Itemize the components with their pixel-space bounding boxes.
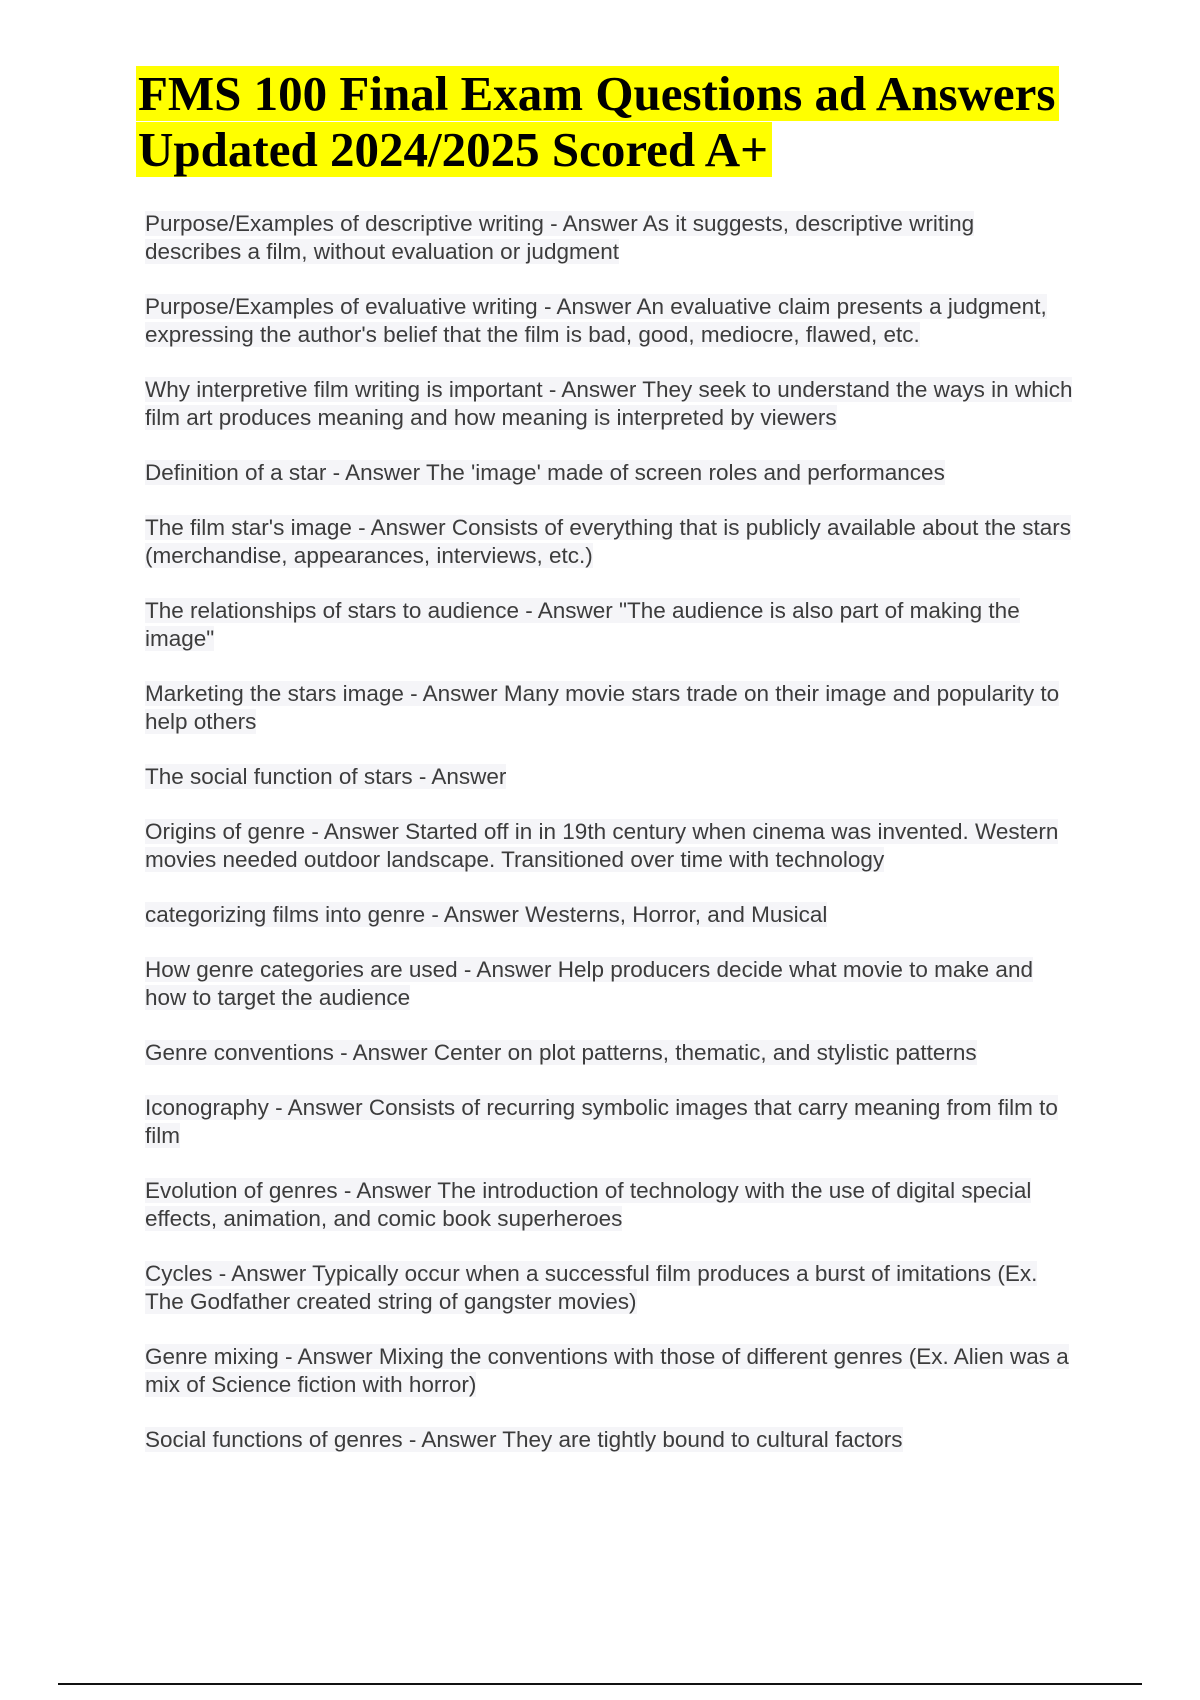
qa-text: The relationships of stars to audience - Answer "The audience is also part of making the image"	[145, 598, 1020, 651]
qa-item	[145, 514, 1075, 570]
qa-text: The film star's image - Answer Consists of everything that is publicly available about the stars (merchandise, appearances, interviews, etc.)	[145, 515, 1071, 568]
qa-item	[145, 763, 1075, 791]
qa-item	[145, 1260, 1075, 1316]
footer-divider	[58, 1683, 1142, 1685]
qa-text: Definition of a star - Answer The 'image' made of screen roles and performances	[145, 460, 945, 485]
qa-text: Purpose/Examples of evaluative writing - Answer An evaluative claim presents a judgment, expressing the author's belief that the film is bad, good, mediocre, flawed, etc.	[145, 294, 1047, 347]
qa-item	[145, 818, 1075, 874]
qa-item	[145, 597, 1075, 653]
qa-text: Genre conventions - Answer Center on plot patterns, thematic, and stylistic patterns	[145, 1040, 977, 1065]
qa-list	[145, 210, 1075, 1481]
qa-item	[145, 376, 1075, 432]
document-title	[136, 66, 1136, 178]
qa-item	[145, 1343, 1075, 1399]
qa-text: Purpose/Examples of descriptive writing - Answer As it suggests, descriptive writing describes a film, without evaluation or judgment	[145, 211, 975, 264]
qa-text: How genre categories are used - Answer Help producers decide what movie to make and how to target the audience	[145, 957, 1033, 1010]
qa-text: Origins of genre - Answer Started off in in 19th century when cinema was invented. Western movies needed outdoor landscape. Transitioned over time with technology	[145, 819, 1059, 872]
qa-item	[145, 680, 1075, 736]
qa-text: Genre mixing - Answer Mixing the conventions with those of different genres (Ex. Alien was a mix of Science fiction with horror)	[145, 1344, 1069, 1397]
qa-text: Why interpretive film writing is important - Answer They seek to understand the ways in which film art produces meaning and how meaning is interpreted by viewers	[145, 377, 1073, 430]
title-line-1: FMS 100 Final Exam Questions ad Answers	[136, 66, 1059, 121]
qa-item	[145, 210, 1075, 266]
qa-text: The social function of stars - Answer	[145, 764, 507, 789]
qa-item	[145, 1094, 1075, 1150]
qa-text: Cycles - Answer Typically occur when a successful film produces a burst of imitations (Ex. The Godfather created string of gangster movies)	[145, 1261, 1038, 1314]
qa-item	[145, 1426, 1075, 1454]
qa-item	[145, 901, 1075, 929]
qa-text: Iconography - Answer Consists of recurring symbolic images that carry meaning from film to film	[145, 1095, 1058, 1148]
qa-text: Evolution of genres - Answer The introduction of technology with the use of digital special effects, animation, and comic book superheroes	[145, 1178, 1032, 1231]
qa-item	[145, 1039, 1075, 1067]
qa-text: categorizing films into genre - Answer Westerns, Horror, and Musical	[145, 902, 828, 927]
title-line-2: Updated 2024/2025 Scored A+	[136, 122, 772, 177]
qa-item	[145, 956, 1075, 1012]
qa-text: Marketing the stars image - Answer Many movie stars trade on their image and popularity to help others	[145, 681, 1060, 734]
qa-text: Social functions of genres - Answer They are tightly bound to cultural factors	[145, 1427, 903, 1452]
qa-item	[145, 1177, 1075, 1233]
qa-item	[145, 293, 1075, 349]
qa-item	[145, 459, 1075, 487]
